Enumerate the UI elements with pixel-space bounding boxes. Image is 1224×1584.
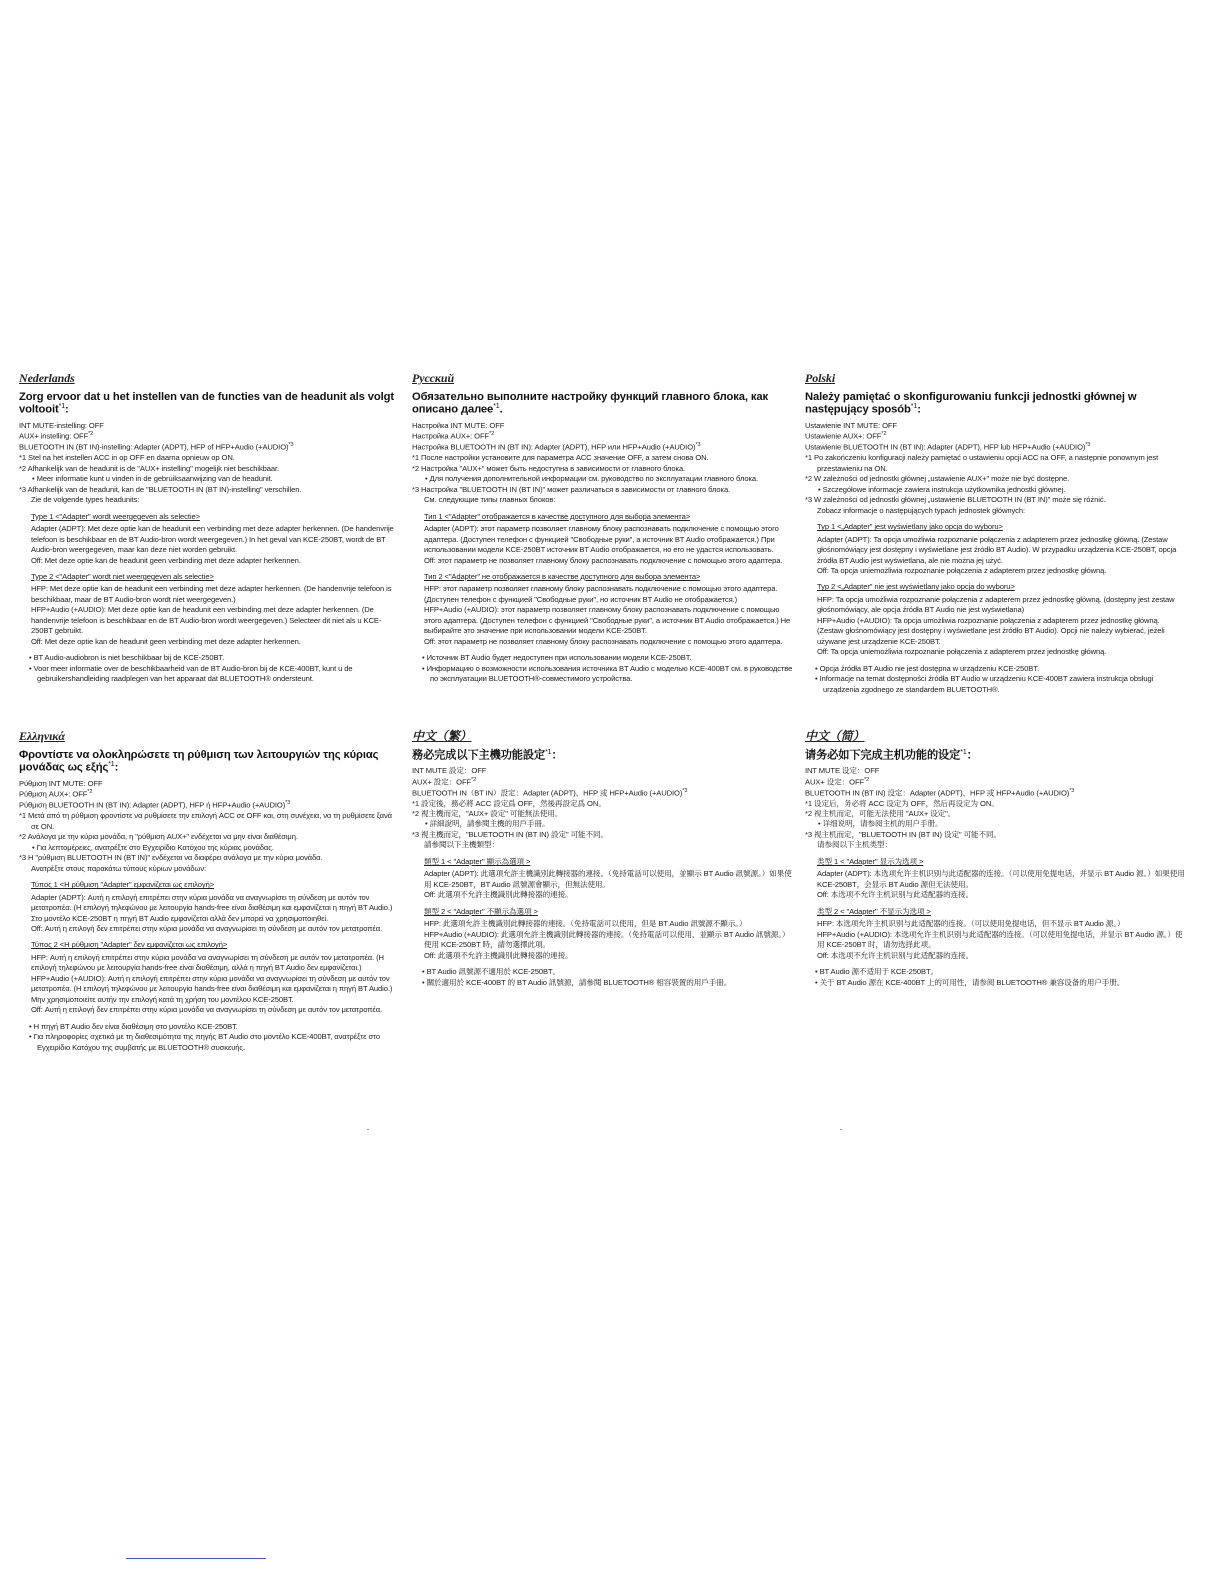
footnote-1: *1 Μετά από τη ρύθμιση φροντίστε να ρυθμίσετε την επιλογή ACC σε OFF και, στη συνέχεια, να τη ρυθμίσετε ξανά σε ON. (19, 811, 392, 831)
footnote-3-detail: См. следующие типы главных блоков: (424, 495, 556, 505)
footnote-3-detail: Ανατρέξτε στους παρακάτω τύπους κύριων μονάδων: (31, 863, 207, 873)
footnote-3: *3 Afhankelijk van de headunit, kan de "BLUETOOTH IN (BT IN)-instelling" verschillen. (19, 484, 302, 494)
bullet-2: • Voor meer informatie over de beschikbaarheid van de BT Audio-bron bij de KCE-400BT, kunt u de gebruikershandleiding raadplegen van het apparaat dat BLUETOOTH® ondersteunt. (29, 663, 353, 684)
setting-int-mute: Настройка INT MUTE: OFF (412, 420, 505, 430)
setting-int-mute: INT MUTE 設定：OFF (412, 766, 487, 776)
setting-int-mute: Ρύθμιση INT MUTE: OFF (19, 778, 103, 788)
footnote-2: *2 視主機而定，"AUX+ 設定" 可能無法使用。 (412, 808, 563, 818)
setting-bluetooth-in: BLUETOOTH IN（BT IN）設定：Adapter (ADPT)、HFP 或 HFP+Audio (+AUDIO)$^{*3}$ (412, 787, 688, 798)
type-2-title: Type 2 <"Adapter" wordt niet weergegeven als selectie> (31, 571, 214, 581)
footnote-3: *3 视主机而定，"BLUETOOTH IN (BT IN) 设定" 可能不同。 (805, 829, 1002, 839)
bullet-1: • BT Audio 訊號源不適用於 KCE-250BT。 (422, 967, 561, 977)
footnote-3-detail: Zie de volgende types headunits: (31, 495, 140, 505)
bullet-1: • BT Audio-audiobron is niet beschikbaar bij de KCE-250BT. (29, 653, 225, 663)
type-1-off: Off: 本选项不允许主机识别与此适配器的连接。 (817, 890, 974, 900)
setting-aux: Ρύθμιση AUX+: OFF$^{*2}$ (19, 789, 93, 799)
type-2-hfp-audio: HFP+Audio (+AUDIO): Met deze optie kan de headunit een verbinding met deze adapter herkennen. (De handenvrije telefoon is beschikbaar en de BT Audio-bron wordt weergegeven.) Selecteer dit niet als u KCE-250BT gebruikt. (31, 605, 382, 636)
type-1-off: Off: 此選項不允許主機識別此轉接器的連接。 (424, 890, 573, 900)
type-1-off: Off: этот параметр не позволяет главному блоку распознавать подключение с помощью этого адаптера. (424, 555, 783, 565)
section-heading: Обязательно выполните настройку функций главного блока, как описано далее$^{*1}$. (412, 390, 769, 417)
setting-aux: AUX+ instelling: OFF$^{*2}$ (19, 431, 94, 441)
type-2-hfp: HFP: этот параметр позволяет главному блоку распознавать подключение с помощью этого адаптера. (Доступен телефон с функцией "Свободные руки", но источник BT Audio не отображается.) (424, 584, 778, 604)
footnote-2-bullet: • Szczegółowe informacje zawiera instrukcja użytkownika jednostki głównej. (818, 484, 1066, 494)
footnote-3-detail: 请参阅以下主机类型： (817, 840, 892, 850)
language-heading: Nederlands (19, 371, 75, 385)
type-2-hfp-audio: HFP+Audio (+AUDIO): 此選項允許主機識別此轉接器的連接。（免持電話可以使用，並顯示 BT Audio 訊號源。）使用 KCE-250BT 時，請勿選擇此項。 (424, 929, 790, 950)
type-2-off: Off: Ta opcja uniemożliwia rozpoznanie połączenia z adapterem przez jednostkę główną. (817, 647, 1107, 657)
type-2-title: Тип 2 <"Adapter" не отображается в качестве доступного для выбора элемента> (424, 571, 701, 581)
type-1-adapter: Adapter (ADPT): этот параметр позволяет главному блоку распознавать подключение с помощью этого адаптера. (Доступен телефон с функцией "Свободные руки", а источник BT Audio отображается.) При использовании модели KCE-250BT источник BT Audio отображается, но его не удастся использовать. (424, 524, 779, 555)
footnote-2-bullet: • Meer informatie kunt u vinden in de gebruiksaanwijzing van de headunit. (32, 474, 273, 484)
bullet-1: • Opcja źródła BT Audio nie jest dostępna w urządzeniu KCE-250BT. (815, 663, 1039, 673)
setting-int-mute: Ustawienie INT MUTE: OFF (805, 420, 897, 430)
bullet-1: • Η πηγή BT Audio δεν είναι διαθέσιμη στο μοντέλο KCE-250BT. (29, 1021, 238, 1031)
print-mark (840, 1129, 842, 1130)
footnote-2-bullet: • 詳細說明，請參閱主機的用戶手冊。 (425, 819, 550, 829)
type-2-hfp-audio: HFP+Audio (+AUDIO): 本选项允许主机识别与此适配器的连接。（可以使用免提电话，并显示 BT Audio 源。）使用 KCE-250BT 时，请勿选择此项。 (817, 929, 1183, 950)
type-2-title: Τύπος 2 <Η ρύθμιση "Adapter" δεν εμφανίζεται ως επιλογή> (31, 940, 228, 950)
setting-bluetooth-in: Ustawienie BLUETOOTH IN (BT IN): Adapter (ADPT), HFP lub HFP+Audio (+AUDIO)$^{*3}$ (805, 442, 1091, 452)
setting-aux: Настройка AUX+: OFF$^{*2}$ (412, 431, 495, 441)
section-russian (412, 370, 794, 685)
footnote-2-bullet: • Για λεπτομέρειες, ανατρέξτε στο Εγχειρίδιο Κατόχου της κύριας μονάδας. (32, 842, 274, 852)
type-1-adapter: Adapter (ADPT): 本选项允许主机识别与此适配器的连接。（可以使用免提电话，并显示 BT Audio 源。）如果使用 KCE-250BT，会显示 BT Audio 源但无法使用。 (817, 869, 1185, 889)
language-heading: 中文（繁） (412, 729, 472, 743)
footer-rule (126, 1558, 266, 1559)
footnote-3: *3 Настройка "BLUETOOTH IN (BT IN)" может различаться в зависимости от главного блока. (412, 484, 731, 494)
type-2-off: Off: Met deze optie kan de headunit geen verbinding met deze adapter herkennen. (31, 636, 301, 646)
footnote-2-bullet: • 详细说明，请参阅主机的用户手册。 (818, 819, 943, 829)
footnote-2: *2 Ανάλογα με την κύρια μονάδα, η "ρύθμιση AUX+" ενδέχεται να μην είναι διαθέσιμη. (19, 832, 298, 842)
print-mark (367, 1129, 369, 1130)
footnote-1: *1 設定後，務必將 ACC 設定爲 OFF，然後再設定爲 ON。 (412, 798, 606, 808)
type-1-title: 類型 1 < "Adapter" 顯示為選項 > (424, 856, 531, 866)
language-heading: 中文（简） (805, 729, 865, 743)
language-heading: Polski (805, 371, 836, 385)
section-dutch (19, 370, 401, 685)
setting-aux: Ustawienie AUX+: OFF$^{*2}$ (805, 431, 887, 441)
footnote-3: *3 W zależności od jednostki głównej „ustawienie BLUETOOTH IN (BT IN)" może się różnić. (805, 495, 1106, 505)
type-2-hfp: HFP: 此選項允許主機識別此轉接器的連接。（免持電話可以使用，但是 BT Audio 訊號源不顯示。） (424, 919, 747, 929)
footnote-1: *1 После настройки установите для параметра ACC значение OFF, а затем снова ON. (412, 453, 709, 463)
type-1-off: Off: Met deze optie kan de headunit geen verbinding met deze adapter herkennen. (31, 555, 301, 565)
setting-aux: AUX+ 设定：OFF$^{*2}$ (805, 776, 870, 787)
footnote-1: *1 Stel na het instellen ACC in op OFF en daarna opnieuw op ON. (19, 453, 235, 463)
type-1-off: Off: Αυτή η επιλογή δεν επιτρέπει στην κύρια μονάδα να αναγνωρίσει τη σύνδεση με αυτόν τον μετατροπέα. (31, 923, 383, 933)
setting-int-mute: INT MUTE-instelling: OFF (19, 420, 104, 430)
setting-bluetooth-in: BLUETOOTH IN (BT IN)-instelling: Adapter (ADPT), HFP of HFP+Audio (+AUDIO)$^{*3}$ (19, 442, 294, 452)
footnote-3: *3 視主機而定，"BLUETOOTH IN (BT IN) 設定" 可能不同。 (412, 829, 609, 839)
section-chinese-simplified (805, 728, 1187, 988)
footnote-2: *2 W zależności od jednostki głównej „ustawienie AUX+" może nie być dostępne. (805, 474, 1070, 484)
section-heading: Zorg ervoor dat u het instellen van de functies van de headunit als volgt voltooit$^{*1}$: (19, 390, 395, 417)
footnote-2: *2 Afhankelijk van de headunit is de "AUX+ instelling" mogelijk niet beschikbaar. (19, 463, 280, 473)
type-2-title: 類型 2 < "Adapter" 不顯示為選項 > (424, 906, 538, 916)
type-1-title: Тип 1 <"Adapter" отображается в качестве доступного для выбора элемента> (424, 511, 691, 521)
section-polish (805, 370, 1187, 695)
type-2-hfp-audio: HFP+Audio (+AUDIO): этот параметр позволяет главному блоку распознавать подключение с помощью этого адаптера. (Доступен телефон с функцией "Свободные руки", а источник BT Audio отображается.) Не выбирайте это значение при использовании модели KCE-250BT. (424, 605, 791, 636)
bullet-2: • Информацию о возможности использования источника BT Audio с моделью KCE-400BT см. в руководстве по эксплуатации BLUETOOTH®-совместимого устройства. (422, 663, 793, 684)
footnote-2-bullet: • Для получения дополнительной информации см. руководство по эксплуатации главного блока. (425, 474, 759, 484)
type-2-hfp: HFP: Αυτή η επιλογή επιτρέπει στην κύρια μονάδα να αναγνωρίσει τη σύνδεση με αυτόν τον μετατροπέα. (Η επιλογή τηλεφώνου με λειτουργία hands-free είναι διαθέσιμη, αλλά η πηγή BT Audio δεν εμφανίζεται.) (31, 952, 384, 973)
type-1-title: Typ 1 <„Adapter" jest wyświetlany jako opcja do wyboru> (817, 522, 1003, 532)
footnote-3: *3 Η "ρύθμιση BLUETOOTH IN (BT IN)" ενδέχεται να διαφέρει ανάλογα με την κύρια μονάδα. (19, 853, 323, 863)
type-2-off: Off: 此選項不允許主機識別此轉接器的連接。 (424, 950, 573, 960)
bullet-2: • Για πληροφορίες σχετικά με τη διαθεσιμότητα της πηγής BT Audio στο μοντέλο KCE-400BT, ανατρέξτε στο Εγχειρίδιο Κατόχου της συμβατής με BLUETOOTH® συσκευής. (29, 1032, 380, 1052)
language-heading: Русский (412, 371, 455, 385)
section-heading: 務必完成以下主機功能設定$^{*1}$： (412, 748, 563, 762)
footnote-1: *1 Po zakończeniu konfiguracji należy pamiętać o ustawieniu opcji ACC na OFF, a następnie ponownym jest przestawieniu na ON. (805, 453, 1159, 473)
type-2-hfp: HFP: Met deze optie kan de headunit een verbinding met deze adapter herkennen. (De handenvrije telefoon is beschikbaar, maar de BT Audio-bron wordt niet weergegeven.) (31, 584, 392, 604)
type-1-title: 类型 1 < "Adapter" 显示为选项 > (817, 856, 924, 866)
section-heading: 请务必如下完成主机功能的设定$^{*1}$： (805, 748, 978, 762)
setting-bluetooth-in: Настройка BLUETOOTH IN (BT IN): Adapter (ADPT), HFP или HFP+Audio (+AUDIO)$^{*3}$ (412, 442, 701, 452)
type-2-title: 类型 2 < "Adapter" 不显示为选项 > (817, 906, 931, 916)
section-chinese-traditional (412, 728, 794, 988)
type-2-off: Off: Αυτή η επιλογή δεν επιτρέπει στην κύρια μονάδα να αναγνωρίσει τη σύνδεση με αυτόν τον μετατροπέα. (31, 1005, 383, 1015)
type-2-hfp-audio: HFP+Audio (+AUDIO): Ta opcja umożliwia rozpoznanie połączenia z adapterem przez jednostkę główną. (Zestaw głośnomówiący jest dostępny i wyświetlane jest źródło BT Audio). Opcji nie należy wybierać, jeżeli używane jest urządzenie KCE-250BT. (817, 615, 1165, 646)
type-2-title: Typ 2 <„Adapter" nie jest wyświetlany jako opcja do wyboru> (817, 582, 1015, 592)
type-1-adapter: Adapter (ADPT): 此選項允許主機識別此轉接器的連接。（免持電話可以使用，並顯示 BT Audio 訊號源。）如果使用 KCE-250BT，BT Audio 訊號源會顯示，但無法使用。 (424, 869, 792, 889)
type-2-hfp: HFP: 本选项允许主机识别与此适配器的连接。（可以使用免提电话，但不显示 BT Audio 源。） (817, 919, 1125, 929)
type-1-title: Τύπος 1 <Η ρύθμιση "Adapter" εμφανίζεται ως επιλογή> (31, 880, 215, 890)
footnote-3-detail: 請參閱以下主機類型： (424, 840, 499, 850)
type-2-off: Off: 本选项不允许主机识别与此适配器的连接。 (817, 950, 974, 960)
type-2-off: Off: этот параметр не позволяет главному блоку распознавать подключение с помощью этого адаптера. (424, 636, 783, 646)
setting-bluetooth-in: Ρύθμιση BLUETOOTH IN (BT IN): Adapter (ADPT), HFP ή HFP+Audio (+AUDIO)$^{*3}$ (19, 800, 291, 810)
section-heading: Φροντίστε να ολοκληρώσετε τη ρύθμιση των λειτουργιών της κύριας μονάδας ως εξής$^{*1}$: (19, 748, 379, 775)
bullet-2: • Informacje na temat dostępności źródła BT Audio w urządzeniu KCE-400BT zawiera instrukcja obsługi urządzenia zgodnego ze standardem BLUETOOTH®. (815, 674, 1154, 694)
setting-aux: AUX+ 設定：OFF$^{*2}$ (412, 776, 477, 787)
bullet-1: • Источник BT Audio будет недоступен при использовании модели KCE-250BT. (422, 653, 692, 663)
setting-int-mute: INT MUTE 设定：OFF (805, 766, 880, 776)
type-2-hfp-audio: HFP+Audio (+AUDIO): Αυτή η επιλογή επιτρέπει στην κύρια μονάδα να αναγνωρίσει τη σύνδεση με αυτόν τον μετατροπέα. (Η επιλογή τηλεφώνου με λειτουργία hands-free είναι διαθέσιμη και εμφανίζεται η πηγή BT Audio.) Μην χρησιμοποιείτε αυτήν την επιλογή κατά τη χρήση του μοντέλου KCE-250BT. (31, 973, 393, 1004)
section-greek (19, 728, 401, 1053)
bullet-2: • 关于 BT Audio 源在 KCE-400BT 上的可用性，请参阅 BLUETOOTH® 兼容设备的用户手册。 (815, 977, 1125, 987)
type-1-title: Type 1 <"Adapter" wordt weergegeven als selectie> (31, 511, 200, 521)
type-1-off: Off: Ta opcja uniemożliwia rozpoznanie połączenia z adapterem przez jednostkę główną. (817, 565, 1107, 575)
footnote-3-detail: Zobacz informacje o następujących typach jednostek głównych: (817, 505, 1026, 515)
type-2-hfp: HFP: Ta opcja umożliwia rozpoznanie połączenia z adapterem przez jednostkę główną. (dostępny jest zestaw głośnomówiący, ale opcja źródła BT Audio nie jest wyświetlana) (817, 594, 1175, 615)
type-1-adapter: Adapter (ADPT): Αυτή η επιλογή επιτρέπει στην κύρια μονάδα να αναγνωρίσει τη σύνδεση με αυτόν τον μετατροπέα. (Η επιλογή τηλεφώνου με λειτουργία hands-free είναι διαθέσιμη και εμφανίζεται η πηγή BT Audio.) Στο μοντέλο KCE-250BT η πηγή BT Audio εμφανίζεται αλλά δεν μπορεί να χρησιμοποιηθεί. (31, 892, 393, 923)
bullet-2: • 關於適用於 KCE-400BT 的 BT Audio 訊號源，請參閱 BLUETOOTH® 相容裝置的用戶手冊。 (422, 977, 732, 987)
footnote-1: *1 设定后，务必将 ACC 设定为 OFF，然后再设定为 ON。 (805, 798, 999, 808)
language-heading: Ελληνικά (19, 729, 65, 743)
type-1-adapter: Adapter (ADPT): Met deze optie kan de headunit een verbinding met deze adapter herkennen. (De handenvrije telefoon is beschikbaar en de BT Audio-bron wordt weergegeven.) In het geval van KCE-250BT, wordt de BT Audio-bron weergegeven, maar kan deze niet worden gebruikt. (31, 524, 394, 555)
footnote-2: *2 Настройка "AUX+" может быть недоступна в зависимости от главного блока. (412, 463, 686, 473)
type-1-adapter: Adapter (ADPT): Ta opcja umożliwia rozpoznanie połączenia z adapterem przez jednostkę główną. (Zestaw głośnomówiący jest dostępny i wyświetlane jest źródło BT Audio). W przypadku urządzenia KCE-250BT, opcja źródła BT Audio jest wyświetlana, ale nie można jej użyć. (817, 534, 1177, 565)
setting-bluetooth-in: BLUETOOTH IN (BT IN) 设定：Adapter (ADPT)、HFP 或 HFP+Audio (+AUDIO)$^{*3}$ (805, 787, 1075, 798)
bullet-1: • BT Audio 源不适用于 KCE-250BT。 (815, 967, 939, 977)
section-heading: Należy pamiętać o skonfigurowaniu funkcji jednostki głównej w następujący sposób$^{*1}$: (805, 390, 1137, 417)
footnote-2: *2 视主机而定，可能无法使用 "AUX+ 设定"。 (805, 808, 956, 818)
